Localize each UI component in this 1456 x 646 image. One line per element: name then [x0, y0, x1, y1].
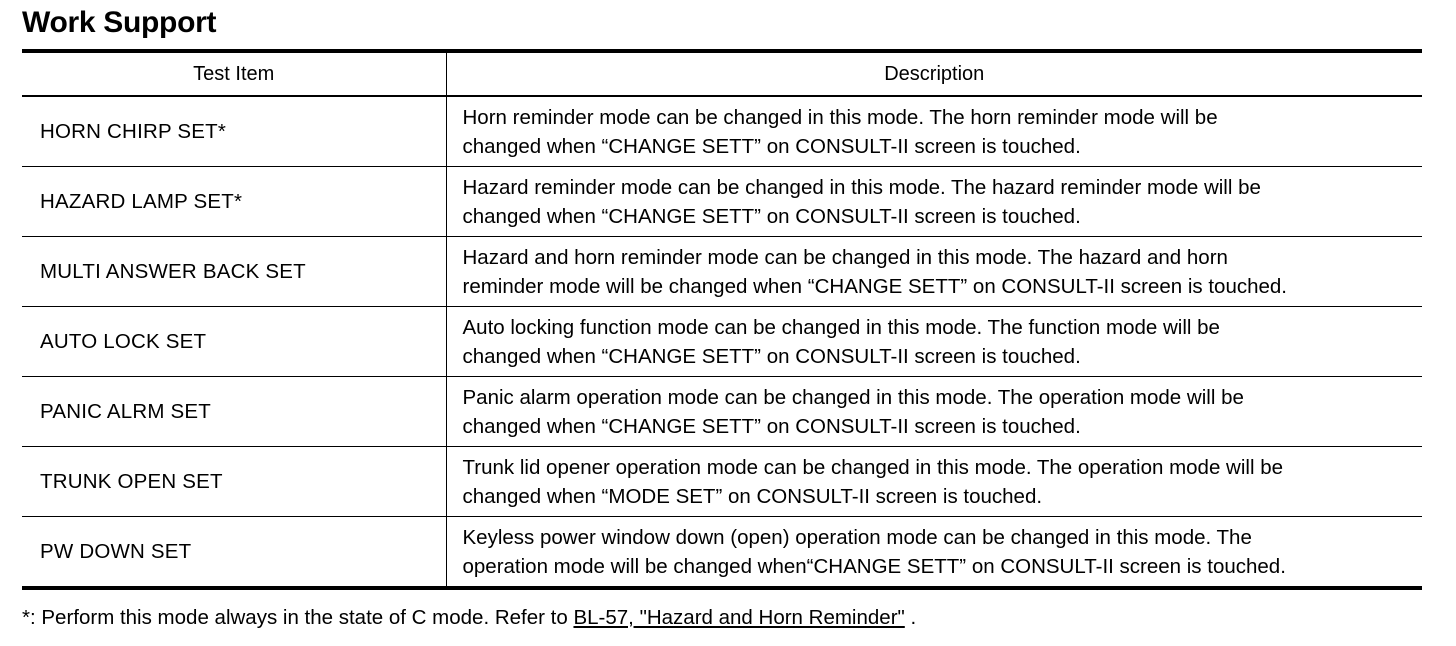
description-line: Panic alarm operation mode can be changed in this mode. The operation mode will be [462, 385, 1244, 409]
test-item-cell: HORN CHIRP SET* [22, 96, 446, 167]
test-item-cell: MULTI ANSWER BACK SET [22, 237, 446, 307]
description-cell [446, 96, 1422, 167]
description-line: operation mode will be changed when“CHANGE SETT” on CONSULT-II screen is touched. [462, 554, 1286, 578]
table-row [22, 96, 1422, 167]
test-item-cell: HAZARD LAMP SET* [22, 167, 446, 237]
table-row [22, 517, 1422, 587]
table-row [22, 307, 1422, 377]
description-cell [446, 517, 1422, 587]
test-item-cell: TRUNK OPEN SET [22, 447, 446, 517]
footnote [22, 603, 916, 633]
header-test-item: Test Item [22, 53, 446, 96]
description-line: changed when “CHANGE SETT” on CONSULT-II screen is touched. [462, 344, 1081, 368]
description-line: Hazard and horn reminder mode can be changed in this mode. The hazard and horn [462, 245, 1228, 269]
test-item-cell: AUTO LOCK SET [22, 307, 446, 377]
footnote-suffix: . [904, 606, 917, 629]
description-line: Hazard reminder mode can be changed in this mode. The hazard reminder mode will be [462, 175, 1261, 199]
page-title: Work Support [22, 6, 217, 39]
description-line: changed when “CHANGE SETT” on CONSULT-II screen is touched. [462, 414, 1081, 438]
description-line: changed when “CHANGE SETT” on CONSULT-II screen is touched. [462, 134, 1081, 158]
description-line: reminder mode will be changed when “CHANGE SETT” on CONSULT-II screen is touched. [462, 274, 1288, 298]
description-line: Auto locking function mode can be changed in this mode. The function mode will be [462, 315, 1220, 339]
test-item-cell: PANIC ALRM SET [22, 377, 446, 447]
description-line: Trunk lid opener operation mode can be changed in this mode. The operation mode will be [462, 455, 1284, 479]
table-header-row [22, 53, 1422, 96]
table-row [22, 237, 1422, 307]
work-support-table [22, 49, 1422, 590]
test-item-cell: PW DOWN SET [22, 517, 446, 587]
table-row [22, 447, 1422, 517]
reference-link[interactable]: BL-57, "Hazard and Horn Reminder" [573, 606, 905, 629]
description-line: Horn reminder mode can be changed in this mode. The horn reminder mode will be [462, 105, 1218, 129]
description-cell [446, 167, 1422, 237]
table-row [22, 377, 1422, 447]
table-row [22, 167, 1422, 237]
description-line: changed when “MODE SET” on CONSULT-II screen is touched. [462, 484, 1043, 508]
description-line: changed when “CHANGE SETT” on CONSULT-II screen is touched. [462, 204, 1081, 228]
footnote-text: *: Perform this mode always in the state of C mode. Refer to [22, 606, 574, 629]
description-line: Keyless power window down (open) operation mode can be changed in this mode. The [462, 525, 1252, 549]
header-description: Description [446, 53, 1422, 96]
description-cell [446, 307, 1422, 377]
description-cell [446, 237, 1422, 307]
description-cell [446, 447, 1422, 517]
description-cell [446, 377, 1422, 447]
